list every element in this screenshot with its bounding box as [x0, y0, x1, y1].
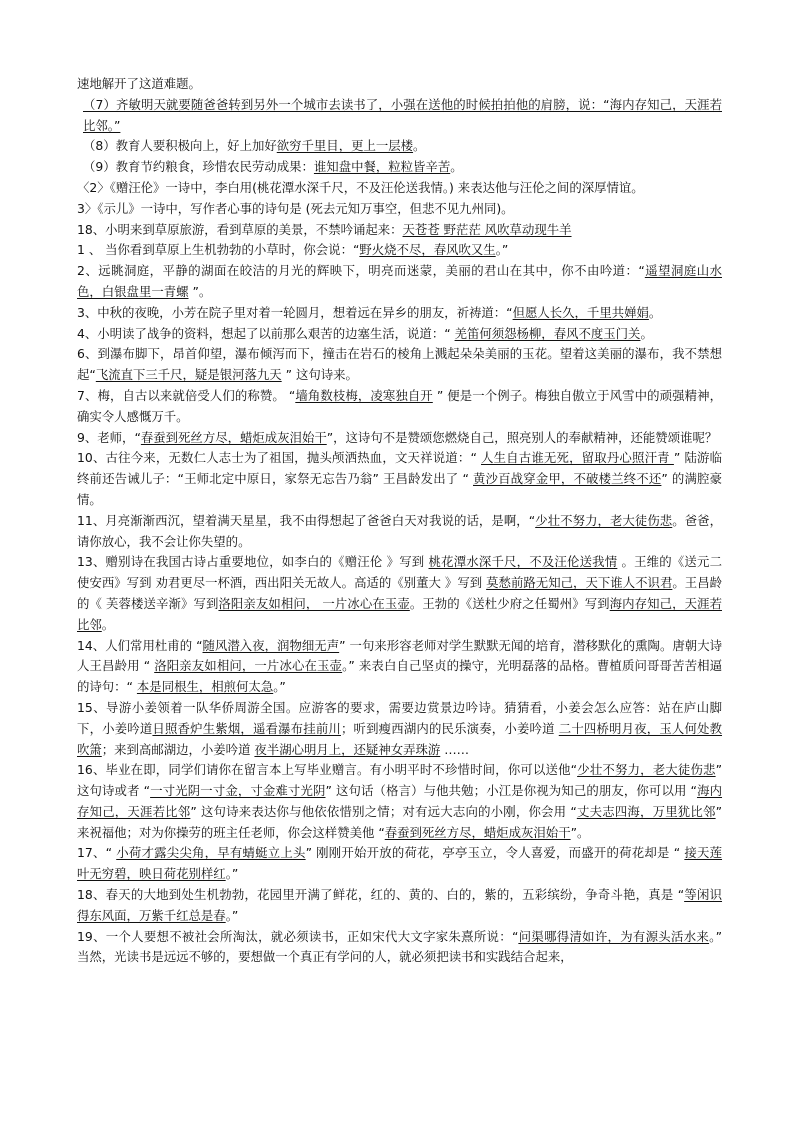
paragraph-2 — [77, 95, 722, 137]
paragraph-12 — [77, 344, 722, 386]
underlined-answer: 天苍苍 野茫茫 风吹草动现牛羊 — [402, 221, 572, 237]
text-run: 10、古往今来，无数仁人志士为了祖国，抛头颅洒热血，文天祥说道：“ — [77, 450, 481, 466]
text-run: ；听到瘦西湖内的民乐演奏，小姜吟道 — [340, 720, 559, 736]
text-run: 6、到瀑布脚下，昂首仰望，瀑布倾泻而下，撞击在岩石的棱角上溅起朵朵美丽的玉花。望着这美丽的瀑布，我不禁想起“ — [77, 346, 722, 383]
text-run: 。 — [450, 159, 463, 175]
text-run: 速地解开了这道难题。 — [77, 76, 201, 91]
text-run: ” 的满腔豪情。 — [77, 471, 723, 507]
text-run: ” 这句诗或者 “ — [77, 762, 723, 799]
text-run: ”，这诗句不是赞颂您燃烧自己，照亮别人的奉献精神，还能赞颂谁呢？ — [326, 429, 718, 445]
underlined-answer: 一寸光阴一寸金，寸金难寸光阴 — [150, 783, 326, 799]
text-run: 4、小明读了战争的资料，想起了以前那么艰苦的边塞生活，说道：“ — [77, 325, 455, 341]
text-run: 13、赠别诗在我国古诗占重要地位，如李白的《赠汪伦 》写到 — [77, 554, 429, 570]
paragraph-17 — [77, 552, 722, 635]
paragraph-4 — [77, 157, 722, 178]
underlined-answer: 问渠哪得清如许，为有源头活水来 — [518, 928, 710, 944]
text-run: 7、梅，自古以来就倍受人们的称赞。 “ — [77, 387, 296, 403]
text-run: （9）教育节约粮食，珍惜农民劳动成果： — [83, 159, 314, 175]
underlined-answer: 遥望洞庭山水色，白银盘里一青螺 — [77, 263, 722, 299]
paragraph-23 — [77, 927, 722, 969]
text-run: 。” 来表白自己坚贞的操守，光明磊落的品格。曹植质问哥哥苦苦相逼的诗句：“ — [77, 658, 723, 695]
text-run: 14、人们常用杜甫的 “ — [77, 637, 203, 653]
text-run: 19、一个人要想不被社会所淘汰，就必须读书，正如宋代大文字家朱熹所说：“ — [77, 928, 519, 944]
paragraph-6 — [77, 199, 722, 220]
paragraph-1 — [77, 74, 722, 95]
paragraph-8 — [77, 240, 722, 261]
paragraph-10 — [77, 303, 722, 324]
paragraph-5 — [77, 178, 722, 199]
underlined-answer: 黄沙百战穿金甲，不破楼兰终不还 — [473, 471, 662, 487]
underlined-answer: 春蚕到死丝方尽，蜡炬成灰泪始干 — [384, 824, 571, 840]
underlined-answer: 欲穷千里目，更上一层楼 — [276, 138, 414, 154]
text-run: 。 — [101, 616, 115, 632]
text-run: 。 — [640, 325, 653, 341]
underlined-answer: 本是同根生，相煎何太急 — [136, 679, 274, 695]
text-run: ”。 — [570, 824, 590, 840]
text-run: 1 、 当你看到草原上生机勃勃的小草时，你会说：“ — [77, 242, 360, 258]
underlined-answer: 墙角数枝梅，凌寒独自开 — [295, 387, 433, 403]
text-run: 16、毕业在即，同学们请你在留言本上写毕业赠言。有小明平时不珍惜时间，你可以送他“ — [77, 762, 578, 778]
paragraph-14 — [77, 428, 722, 449]
text-run: ” 陆游临终前还告诫儿子：“王师北定中原日，家祭无忘告乃翁” 王昌龄发出了 “ — [77, 450, 722, 487]
text-run: 9、老师，“ — [77, 429, 141, 445]
text-run: 。爸爸，请你放心，我不会让你失望的。 — [77, 512, 723, 549]
text-run: ” 这句诗来表达你与他依依惜别之情；对有远大志向的小刚，你会用 “ — [190, 803, 577, 819]
paragraph-3 — [77, 136, 722, 157]
underlined-answer: 洛阳亲友如相问， 一片冰心在玉壶 — [218, 595, 410, 611]
underlined-answer: 夜半湖心明月上，还疑神女弄珠游 — [254, 741, 441, 757]
text-run: ” 一句来形容老师对学生默默无闻的培育，潜移默化的熏陶。唐朝大诗人王昌龄用 “ — [77, 637, 723, 674]
paragraph-15 — [77, 448, 722, 510]
paragraph-20 — [77, 760, 722, 843]
underlined-answer: 飞流直下三千尺，疑是银河落九天 — [95, 367, 282, 383]
underlined-answer: 丈夫志四海，万里犹比邻 — [576, 803, 716, 819]
text-run: （8）教育人要积极向上，好上加好 — [83, 138, 277, 154]
underlined-answer: 海内存知己，天涯若比邻 — [77, 595, 722, 632]
paragraph-22 — [77, 885, 722, 927]
text-run: 17、“ — [77, 845, 117, 861]
underlined-answer: 但愿人长久，千里共婵娟 — [512, 304, 649, 320]
text-run: 2、远眺洞庭，平静的湖面在皎洁的月光的辉映下，明亮而迷蒙，美丽的君山在其中，你不由吟道：“ — [77, 263, 645, 279]
text-run: 11、月亮渐渐西沉，望着满天星星，我不由得想起了爸爸白天对我说的话，是啊，“ — [77, 512, 536, 528]
text-run: ；来到高邮湖边，小姜吟道 — [101, 741, 255, 757]
text-run: 。 — [413, 138, 426, 154]
text-run: ” 这句话（格言）与他共勉；小江是你视为知己的朋友，你可以用 “ — [325, 783, 697, 799]
text-run: 。” — [495, 242, 509, 258]
text-run: 。” — [225, 907, 239, 923]
underlined-answer: 莫愁前路无知己，天下谁人不识君 — [486, 575, 673, 591]
paragraph-18 — [77, 636, 722, 698]
underlined-answer: 日照香炉生紫烟，遥看瀑布挂前川 — [152, 720, 341, 736]
text-run: 。” 当然，光读书是远远不够的，要想做一个真正有学问的人，就必须把读书和实践结合起来， — [77, 928, 722, 965]
text-run: 。 — [648, 304, 662, 320]
underlined-answer: （7）齐敏明天就要随爸爸转到另外一个城市去读书了，小强在送他的时候拍拍他的肩膀，说：“海内存知己，天涯若比邻。” — [83, 96, 722, 133]
underlined-answer: 等闲识得东风面，万紫千红总是春 — [77, 887, 723, 923]
paragraph-21 — [77, 843, 722, 885]
text-run: ” 刚刚开始开放的荷花，亭亭玉立，令人喜爱，而盛开的荷花却是 “ — [305, 845, 685, 861]
text-run: …… — [440, 741, 470, 757]
underlined-answer: 野火烧不尽，春风吹又生 — [359, 242, 496, 258]
underlined-answer: 少壮不努力，老大徒伤悲 — [577, 762, 716, 778]
text-run: ” 来祝福他；对为你操劳的班主任老师，你会这样赞美他 “ — [77, 803, 723, 840]
underlined-answer: 春蚕到死丝方尽，蜡炬成灰泪始干 — [140, 429, 327, 445]
text-run: 。王昌龄的《 芙蓉楼送辛渐》写到 — [77, 575, 722, 611]
document-body — [77, 74, 722, 968]
text-run: 18、小明来到草原旅游，看到草原的美景，不禁吟诵起来： — [77, 221, 403, 237]
paragraph-13 — [77, 386, 722, 428]
underlined-answer: 羌笛何须怨杨柳，春风不度玉门关 — [454, 325, 641, 341]
underlined-answer: 谁知盘中餐，粒粒皆辛苦 — [313, 159, 451, 175]
paragraph-19 — [77, 698, 722, 760]
underlined-answer: 随风潜入夜，润物细无声 — [202, 637, 340, 653]
text-run: 。” — [225, 866, 239, 882]
underlined-answer: 二十四桥明月夜，玉人何处教吹箫 — [77, 720, 723, 757]
text-run: 〈2〉《赠汪伦》一诗中，李白用(桃花潭水深千尺，不及汪伦送我情。) 来表达他与汪伦之间的深厚情谊。 — [77, 179, 644, 195]
underlined-answer: 少壮不努力，老大徒伤悲 — [535, 512, 673, 528]
text-run: 。王勃的《送杜少府之任蜀州》写到 — [409, 595, 610, 611]
text-run: 。王维的《送元二使安西》写到 劝君更尽一杯酒，西出阳关无故人。高适的《别董大 》写到 — [77, 554, 722, 591]
paragraph-9 — [77, 261, 722, 303]
underlined-answer: 洛阳亲友如相问，一片冰心在玉壶 — [154, 658, 343, 674]
text-run: 18、春天的大地到处生机勃勃，花园里开满了鲜花，红的、黄的、白的，紫的，五彩缤纷，争奇斗艳，真是 “ — [77, 887, 685, 903]
underlined-answer: 小荷才露尖尖角，早有蜻蜓立上头 — [116, 845, 306, 861]
underlined-answer: 接天莲叶无穷碧，映日荷花别样红 — [77, 845, 723, 882]
text-run: 15、导游小姜领着一队华侨周游全国。应游客的要求，需要边赏景边吟诗。猜猜看，小姜会怎么应答：站在庐山脚下，小姜吟道 — [77, 699, 722, 736]
paragraph-11 — [77, 324, 722, 345]
underlined-answer: 海内存知己，天涯若比邻 — [77, 783, 723, 819]
text-run: 3〉《示儿》一诗中，写作者心事的诗句是 (死去元知万事空，但悲不见九州同)。 — [77, 200, 514, 216]
text-run: 。” — [273, 679, 286, 695]
underlined-answer: 桃花潭水深千尺，不及汪伦送我情 — [428, 554, 618, 570]
paragraph-7 — [77, 220, 722, 241]
underlined-answer: 人生自古谁无死，留取丹心照汗青 — [481, 450, 674, 466]
text-run: ” 便是一个例子。梅独自傲立于风雪中的顽强精神，确实令人感慨万千。 — [77, 387, 722, 424]
text-run: ”。 — [188, 283, 212, 299]
text-run: 3、中秋的夜晚，小芳在院子里对着一轮圆月，想着远在异乡的朋友，祈祷道：“ — [77, 304, 513, 320]
paragraph-16 — [77, 511, 722, 553]
text-run: ” 这句诗来。 — [281, 367, 358, 383]
